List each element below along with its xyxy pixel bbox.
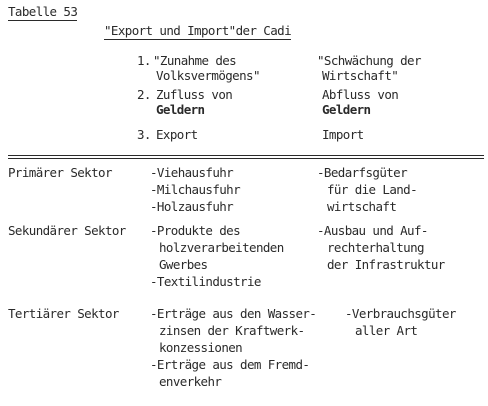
primary-export-item: -Viehausfuhr bbox=[150, 165, 234, 180]
secondary-export-item: Gwerbes bbox=[159, 257, 208, 272]
secondary-export-item: -Produkte des bbox=[150, 223, 241, 238]
table-title: "Export und Import"der Cadi bbox=[104, 23, 291, 38]
tertiary-export-item: enverkehr bbox=[159, 374, 222, 389]
comparison-3-right-line-1: Import bbox=[322, 127, 364, 142]
table-label: Tabelle 53 bbox=[8, 4, 78, 19]
secondary-export-item: holzverarbeitenden bbox=[159, 240, 284, 255]
tertiary-export-item: -Erträge aus dem Fremd- bbox=[150, 357, 310, 372]
secondary-import-item: rechterhaltung bbox=[327, 240, 424, 255]
tertiary-export-item: -Erträge aus den Wasser- bbox=[150, 306, 317, 321]
comparison-2-right-line-2: Geldern bbox=[322, 102, 371, 117]
comparison-2-right-line-1: Abfluss von bbox=[322, 87, 399, 102]
secondary-import-item: -Ausbau und Auf- bbox=[317, 223, 428, 238]
tertiary-import-item: aller Art bbox=[355, 323, 418, 338]
comparison-1-right-line-1: "Schwächung der bbox=[317, 53, 421, 68]
section-divider-bottom bbox=[8, 158, 484, 159]
tertiary-export-item: zinsen der Kraftwerk- bbox=[159, 323, 305, 338]
tertiary-export-item: konzessionen bbox=[159, 340, 243, 355]
comparison-2-left-line-1: Zufluss von bbox=[156, 87, 233, 102]
primary-import-item: wirtschaft bbox=[327, 199, 397, 214]
comparison-2-left-line-2: Geldern bbox=[156, 102, 205, 117]
sector-name-secondary: Sekundärer Sektor bbox=[8, 223, 126, 238]
comparison-number-2: 2. bbox=[137, 87, 151, 102]
primary-export-item: -Milchausfuhr bbox=[150, 182, 241, 197]
comparison-number-3: 3. bbox=[137, 127, 151, 142]
comparison-number-1: 1. bbox=[137, 53, 151, 68]
comparison-1-left-line-1: "Zunahme des bbox=[153, 53, 237, 68]
tertiary-import-item: -Verbrauchsgüter bbox=[345, 306, 456, 321]
primary-import-item: für die Land- bbox=[327, 182, 418, 197]
secondary-export-item: -Textilindustrie bbox=[150, 274, 261, 289]
secondary-import-item: der Infrastruktur bbox=[327, 257, 445, 272]
comparison-1-right-line-2: Wirtschaft" bbox=[322, 68, 399, 83]
primary-export-item: -Holzausfuhr bbox=[150, 199, 234, 214]
sector-name-tertiary: Tertiärer Sektor bbox=[8, 306, 119, 321]
comparison-3-left-line-1: Export bbox=[156, 127, 198, 142]
primary-import-item: -Bedarfsgüter bbox=[317, 165, 408, 180]
comparison-1-left-line-2: Volksvermögens" bbox=[156, 68, 260, 83]
sector-name-primary: Primärer Sektor bbox=[8, 165, 112, 180]
section-divider-top bbox=[8, 155, 484, 156]
